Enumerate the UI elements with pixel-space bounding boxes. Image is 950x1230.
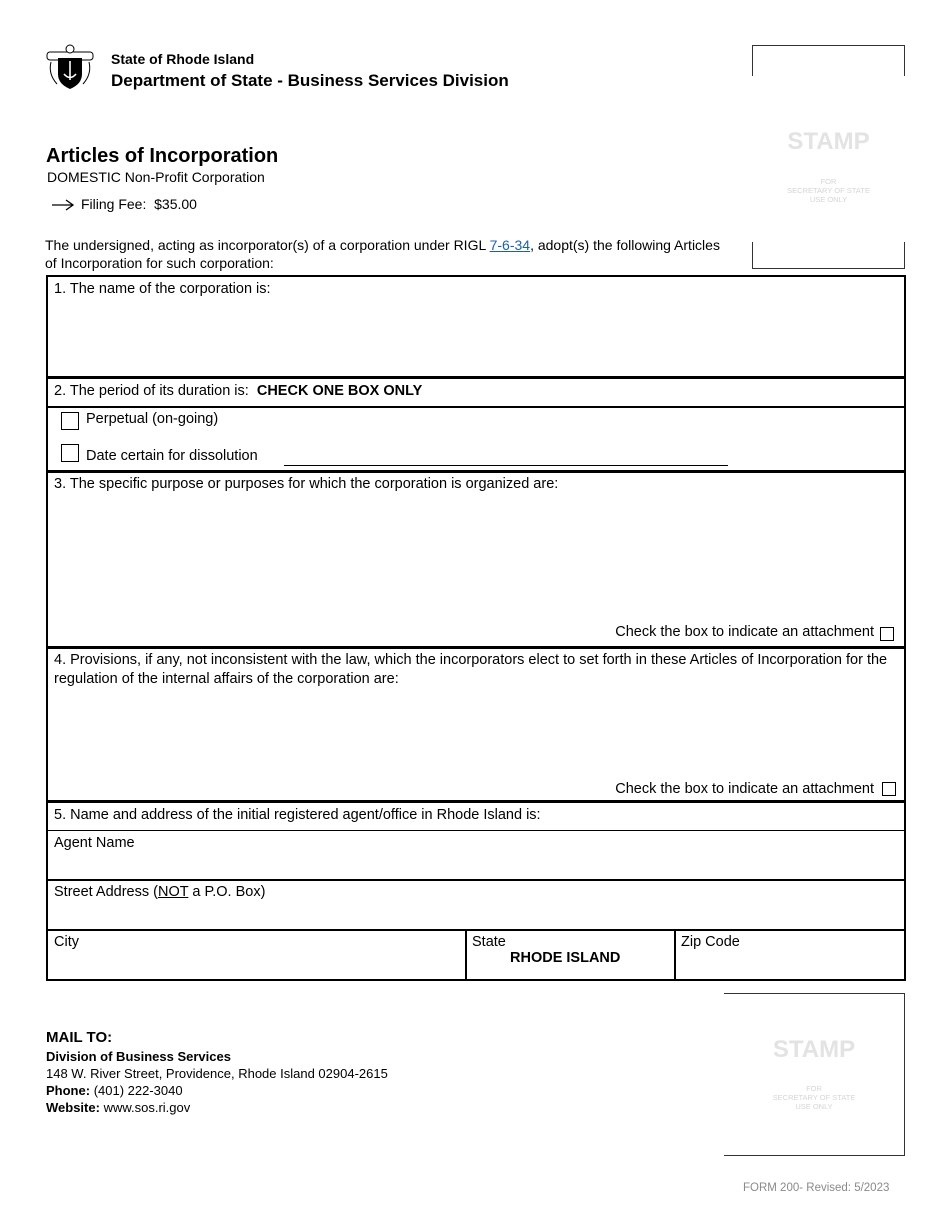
stamp-word: STAMP xyxy=(787,128,870,155)
section5-label: 5. Name and address of the initial registered agent/office in Rhode Island is: xyxy=(54,807,541,823)
mail-to-block xyxy=(46,1029,388,1116)
city-input[interactable] xyxy=(54,953,458,975)
section2-label: 2. The period of its duration is: CHECK ONE BOX ONLY xyxy=(54,383,423,399)
header-state: State of Rhode Island xyxy=(111,51,255,67)
not-emphasis: NOT xyxy=(157,884,189,900)
form-number: FORM 200- Revised: 5/2023 xyxy=(743,1182,890,1194)
mail-website: Website: www.sos.ri.gov xyxy=(46,1100,191,1115)
perpetual-checkbox[interactable] xyxy=(61,412,79,430)
stamp-word-bottom: STAMP xyxy=(772,1036,856,1063)
mail-address: 148 W. River Street, Providence, Rhode Island 02904-2615 xyxy=(46,1066,388,1081)
perpetual-label: Perpetual (on-going) xyxy=(86,411,219,427)
arrow-right-icon xyxy=(50,197,76,211)
agent-name-input[interactable] xyxy=(54,854,898,878)
check-one-instruction: CHECK ONE BOX ONLY xyxy=(256,383,423,399)
stamp-box-bottom xyxy=(724,993,905,1156)
corporation-name-input[interactable] xyxy=(54,307,898,369)
dissolution-date-input[interactable] xyxy=(284,445,728,466)
section3-label: 3. The specific purpose or purposes for which the corporation is organized are: xyxy=(54,476,559,492)
agent-name-label: Agent Name xyxy=(54,835,135,851)
section4-attach-label: Check the box to indicate an attachment xyxy=(615,781,874,797)
section4-label: 4. Provisions, if any, not inconsistent with the law, which the incorporators elect to set forth in these Articles of Incorporation for the regulation of the internal affairs of the corporation are: xyxy=(54,652,888,687)
filing-fee-amount: $35.00 xyxy=(154,196,197,212)
page-subtitle: DOMESTIC Non-Profit Corporation xyxy=(47,169,265,185)
street-address-label: Street Address (NOT a P.O. Box) xyxy=(54,884,266,900)
header-department: Department of State - Business Services Division xyxy=(111,71,509,90)
stamp-note-bottom: FOR SECRETARY OF STATE USE ONLY xyxy=(772,1084,856,1111)
zip-code-label: Zip Code xyxy=(681,934,740,950)
incorporation-form xyxy=(46,275,906,981)
date-certain-label: Date certain for dissolution xyxy=(86,448,258,464)
stamp-box xyxy=(752,45,905,269)
section3-attachment-checkbox[interactable] xyxy=(880,627,894,641)
city-label: City xyxy=(54,934,79,950)
page-title: Articles of Incorporation xyxy=(46,145,279,167)
street-address-input[interactable] xyxy=(54,903,898,927)
section1-label: 1. The name of the corporation is: xyxy=(54,281,271,297)
mail-phone: Phone: (401) 222-3040 xyxy=(46,1083,183,1098)
section3-attach-label: Check the box to indicate an attachment xyxy=(615,624,874,640)
mail-org: Division of Business Services xyxy=(46,1049,231,1064)
section4-attachment-checkbox[interactable] xyxy=(882,782,896,796)
rigl-link[interactable]: 7-6-34 xyxy=(489,237,531,253)
date-certain-checkbox[interactable] xyxy=(61,444,79,462)
provisions-textarea[interactable] xyxy=(54,695,898,779)
filing-fee xyxy=(50,196,197,212)
state-label: State xyxy=(472,934,506,950)
state-seal-logo xyxy=(45,44,95,92)
purpose-textarea[interactable] xyxy=(54,499,898,621)
intro-text: The undersigned, acting as incorporator(s) of a corporation under RIGL 7-6-34, adopt(s) the following Articles of Incorporation for such corporation: xyxy=(45,237,720,271)
filing-fee-label: Filing Fee: xyxy=(81,196,147,212)
zip-code-input[interactable] xyxy=(681,953,900,975)
mail-heading: MAIL TO: xyxy=(46,1029,113,1046)
state-value: RHODE ISLAND xyxy=(510,950,621,966)
stamp-note: FOR SECRETARY OF STATE USE ONLY xyxy=(787,177,870,204)
